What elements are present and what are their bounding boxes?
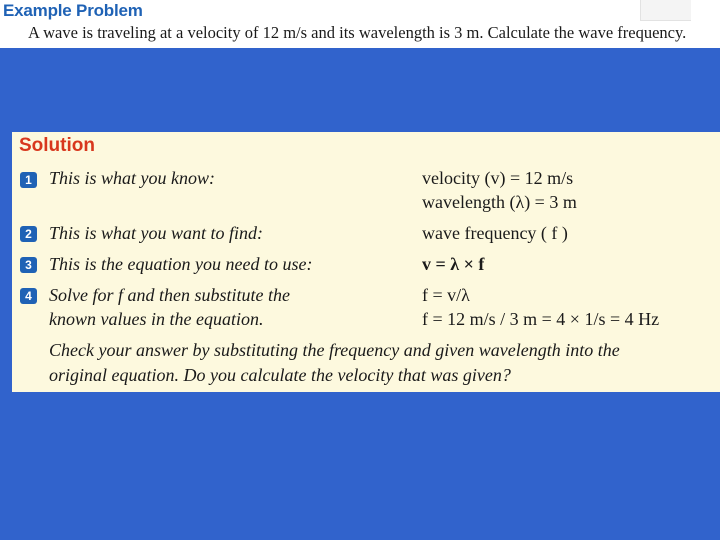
step-3-equation: v = λ × f bbox=[422, 254, 485, 274]
example-problem-title: Example Problem bbox=[3, 1, 143, 20]
step-1-value-velocity: velocity (v) = 12 m/s bbox=[422, 168, 574, 188]
step-4-badge: 4 bbox=[20, 288, 37, 304]
step-1-value-wavelength: wavelength (λ) = 3 m bbox=[422, 192, 577, 212]
step-1-badge: 1 bbox=[20, 172, 37, 188]
check-text-line-1: Check your answer by substituting the frequency and given wavelength into the bbox=[49, 340, 620, 360]
step-2-value: wave frequency ( f ) bbox=[422, 223, 568, 243]
solution-box bbox=[12, 132, 720, 392]
step-3-text: This is the equation you need to use: bbox=[49, 254, 313, 274]
step-4-text-line-2: known values in the equation. bbox=[49, 309, 264, 329]
step-4-value-formula: f = v/λ bbox=[422, 285, 470, 305]
corner-tab bbox=[640, 0, 691, 21]
step-4-text-line-1: Solve for f and then substitute the bbox=[49, 285, 290, 305]
problem-statement: A wave is traveling at a velocity of 12 m/s and its wavelength is 3 m. Calculate the wave frequency. bbox=[28, 23, 687, 42]
example-problem-band bbox=[0, 0, 720, 48]
step-4-value-result: f = 12 m/s / 3 m = 4 × 1/s = 4 Hz bbox=[422, 309, 660, 329]
solution-title: Solution bbox=[19, 135, 95, 156]
step-2-badge: 2 bbox=[20, 226, 37, 242]
step-2-text: This is what you want to find: bbox=[49, 223, 264, 243]
step-1-text: This is what you know: bbox=[49, 168, 216, 188]
step-3-badge: 3 bbox=[20, 257, 37, 273]
check-text-line-2: original equation. Do you calculate the velocity that was given? bbox=[49, 365, 511, 385]
